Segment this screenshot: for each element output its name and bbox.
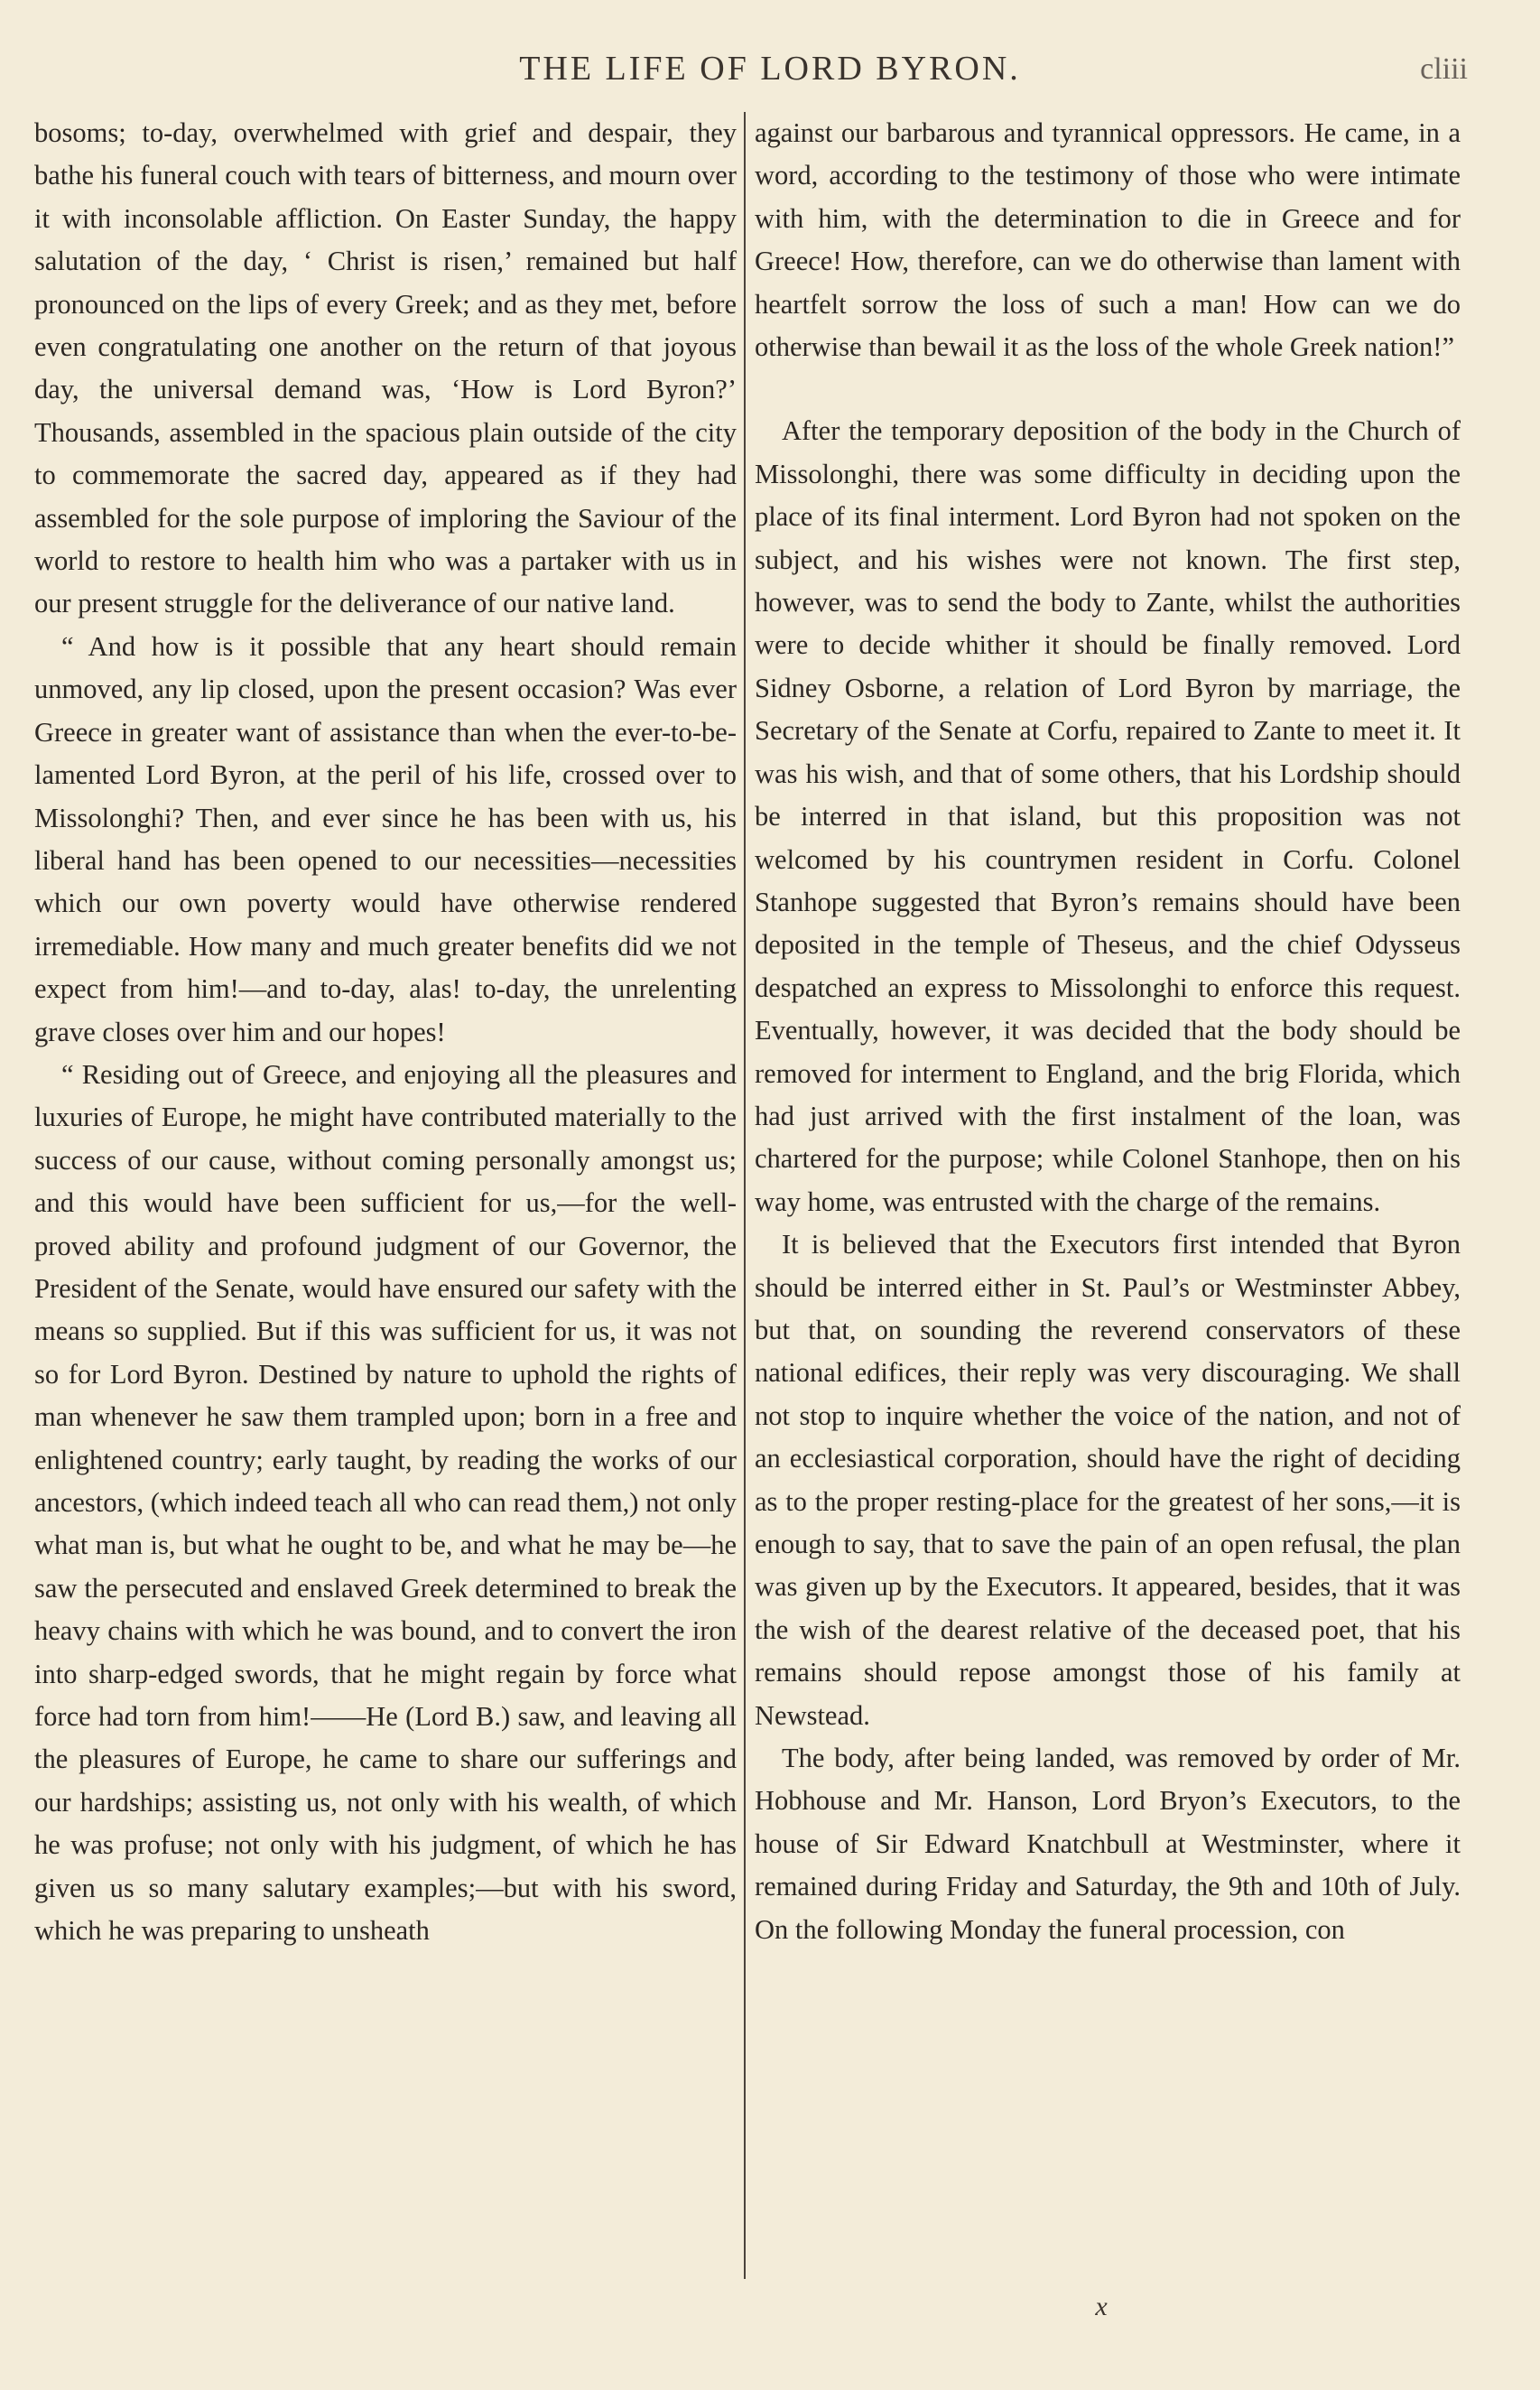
page-number: cliii	[1420, 52, 1468, 86]
right-column	[755, 112, 1461, 2279]
paragraph: The body, after being landed, was removed by order of Mr. Hobhouse and Mr. Hanson, Lord Bryon’s Executors, to the house of Sir Edward Knatchbull at Westminster, where it remained during Friday and Saturday, the 9th and 10th of July. On the following Monday the funeral procession, con	[755, 1743, 1461, 1945]
page-header	[0, 43, 1540, 88]
paragraph: It is believed that the Executors first intended that Byron should be interred either in St. Paul’s or Westminster Abbey, but that, on sounding the reverend conservators of these national edifices, their reply was very discouraging. We shall not stop to inquire whether the voice of the nation, and not of an ecclesiastical corporation, should have the right of deciding as to the proper resting-place for the greatest of her sons,—it is enough to say, that to save the pain of an open refusal, the plan was given up by the Executors. It appeared, besides, that it was the wish of the dearest relative of the deceased poet, that his remains should repose amongst those of his family at Newstead.	[755, 1229, 1461, 1731]
column-divider	[744, 112, 746, 2279]
paragraph: against our barbarous and tyrannical oppressors. He came, in a word, according to the testimony of those who were intimate with him, with the determination to die in Greece and for Greece! How, therefore, can we do otherwise than lament with heartfelt sorrow the loss of such a man! How can we do otherwise than bewail it as the loss of the whole Greek nation!”	[755, 117, 1461, 363]
signature-mark: x	[1095, 2292, 1108, 2321]
paragraph: bosoms; to-day, overwhelmed with grief and despair, they bathe his funeral couch with tears of bitterness, and mourn over it with inconsolable affliction. On Easter Sunday, the happy salutation of the day, ‘ Christ is risen,’ remained but half pronounced on the lips of every Greek; and as they met, before even congratulating one another on the return of that joyous day, the universal demand was, ‘How is Lord Byron?’ Thousands, assembled in the spacious plain outside of the city to commemorate the sacred day, appeared as if they had assembled for the sole purpose of imploring the Saviour of the world to restore to health him who was a partaker with us in our present struggle for the deliverance of our native land.	[34, 117, 737, 619]
paragraph: “ And how is it possible that any heart should remain unmoved, any lip closed, upon the present occasion? Was ever Greece in greater want of assistance than when the ever-to-be-lamented Lord Byron, at the peril of his life, crossed over to Missolonghi? Then, and ever since he has been with us, his liberal hand has been opened to our necessities—necessities which our own poverty would have otherwise rendered irremediable. How many and much greater benefits did we not expect from him!—and to-day, alas! to-day, the unrelenting grave closes over him and our hopes!	[34, 630, 737, 1047]
paragraph: After the temporary deposition of the body in the Church of Missolonghi, there was some difficulty in deciding upon the place of its final interment. Lord Byron had not spoken on the subject, and his wishes were not known. The first step, however, was to send the body to Zante, whilst the authorities were to decide whither it should be finally removed. Lord Sidney Osborne, a relation of Lord Byron by marriage, the Secretary of the Senate at Corfu, repaired to Zante to meet it. It was his wish, and that of some others, that his Lordship should be interred in that island, but this proposition was not welcomed by his countrymen resident in Corfu. Colonel Stanhope suggested that Byron’s remains should have been deposited in the temple of Theseus, and the chief Odysseus despatched an express to Missolonghi to enforce this request. Eventually, however, it was decided that the body should be removed for interment to England, and the brig Florida, which had just arrived with the first instalment of the loan, was chartered for the purpose; while Colonel Stanhope, then on his way home, was entrusted with the charge of the remains.	[755, 415, 1461, 1217]
running-title: THE LIFE OF LORD BYRON.	[519, 50, 1021, 88]
paragraph: “ Residing out of Greece, and enjoying all the pleasures and luxuries of Europe, he might have contributed materially to the success of our cause, without coming personally amongst us; and this would have been sufficient for us,—for the well-proved ability and profound judgment of our Governor, the President of the Senate, would have ensured our safety with the means so supplied. But if this was sufficient for us, it was not so for Lord Byron. Destined by nature to uphold the rights of man whenever he saw them trampled upon; born in a free and enlightened country; early taught, by reading the works of our ancestors, (which indeed teach all who can read them,) not only what man is, but what he ought to be, and what he may be—he saw the persecuted and enslaved Greek determined to break the heavy chains with which he was bound, and to convert the iron into sharp-edged swords, that he might regain by force what force had torn from him!——He (Lord B.) saw, and leaving all the pleasures of Europe, he came to share our sufferings and our hardships; assisting us, not only with his wealth, of which he was profuse; not only with his judgment, of which he has given us so many salutary examples;—but with his sword, which he was preparing to unsheath	[34, 1058, 737, 1947]
left-column	[34, 112, 737, 2279]
